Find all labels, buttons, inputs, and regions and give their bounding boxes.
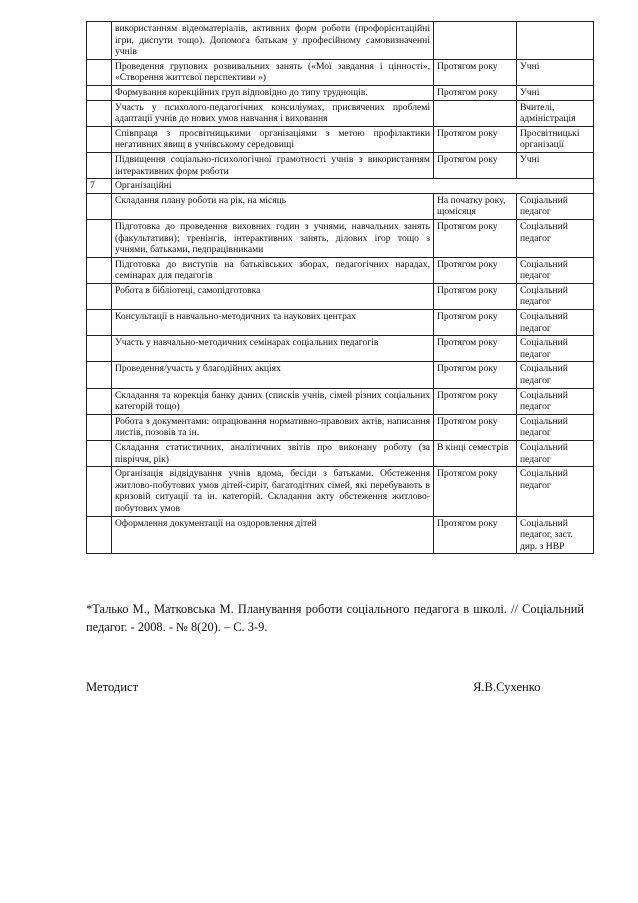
table-row	[87, 100, 594, 126]
table-row	[87, 126, 594, 152]
section-title: Організаційні	[112, 179, 594, 194]
period-cell: Протягом року	[434, 59, 517, 85]
table-row	[87, 467, 594, 516]
responsible-cell: Соціальний педагог, заст. дир. з НВР	[517, 516, 594, 554]
table-row	[87, 336, 594, 362]
period-cell	[434, 22, 517, 60]
responsible-cell: Вчителі, адміністрація	[517, 100, 594, 126]
row-number	[87, 22, 112, 60]
period-cell: Протягом року	[434, 283, 517, 309]
period-cell	[434, 100, 517, 126]
period-cell: На початку року, щомісяця	[434, 193, 517, 219]
period-cell: Протягом року	[434, 516, 517, 554]
row-number	[87, 441, 112, 467]
signature-name: Я.В.Сухенко	[473, 680, 541, 694]
table-row	[87, 516, 594, 554]
activity-text: Співпраця з просвітницькими організаціями з метою профілактики негативних явищ в учнівському середовищі	[112, 126, 434, 152]
row-number: 7	[87, 179, 112, 194]
activity-text: Підвищення соціально-психологічної грамотності учнів з використанням інтерактивних форм роботи	[112, 152, 434, 178]
row-number	[87, 126, 112, 152]
activity-text: Консультації в навчально-методичних та наукових центрах	[112, 310, 434, 336]
row-number	[87, 193, 112, 219]
table-row	[87, 257, 594, 283]
table-row	[87, 59, 594, 85]
table-row	[87, 388, 594, 414]
row-number	[87, 467, 112, 516]
table-row	[87, 310, 594, 336]
activity-text: Складання статистичних, аналітичних звітів про виконану роботу (за півріччя, рік)	[112, 441, 434, 467]
signature-role: Методист	[86, 680, 139, 694]
row-number	[87, 152, 112, 178]
responsible-cell: Учні	[517, 59, 594, 85]
activity-text: Складання та корекція банку даних (списків учнів, сімей різних соціальних категорій тощо)	[112, 388, 434, 414]
activity-text: Оформлення документації на оздоровлення дітей	[112, 516, 434, 554]
table-row	[87, 219, 594, 257]
responsible-cell: Соціальний педагог	[517, 283, 594, 309]
table-row	[87, 414, 594, 440]
responsible-cell: Соціальний педагог	[517, 193, 594, 219]
row-number	[87, 336, 112, 362]
responsible-cell: Соціальний педагог	[517, 219, 594, 257]
row-number	[87, 100, 112, 126]
row-number	[87, 388, 112, 414]
section-row	[87, 179, 594, 194]
period-cell: В кінці семестрів	[434, 441, 517, 467]
period-cell: Протягом року	[434, 467, 517, 516]
row-number	[87, 257, 112, 283]
table-row	[87, 193, 594, 219]
footnote-reference: *Талько М., Матковська М. Планування роботи соціального педагога в школі. // Соціальний педагог. - 2008. - № 8(20). – С. 3-9.	[86, 602, 584, 634]
row-number	[87, 219, 112, 257]
responsible-cell: Соціальний педагог	[517, 257, 594, 283]
responsible-cell: Просвітницькі організації	[517, 126, 594, 152]
table-row	[87, 283, 594, 309]
activity-text: Організація відвідування учнів вдома, бесіди з батьками. Обстеження житлово-побутових умов дітей-сиріт, багатодітних сімей, які перебувають в кризовій ситуації та ін. категорій. Складання акту обстеження житлово-побутових умов	[112, 467, 434, 516]
period-cell: Протягом року	[434, 310, 517, 336]
row-number	[87, 516, 112, 554]
responsible-cell: Соціальний педагог	[517, 336, 594, 362]
activity-text: Робота з документами: опрацювання нормативно-правових актів, написання листів, позовів та ін.	[112, 414, 434, 440]
row-number	[87, 85, 112, 100]
period-cell: Протягом року	[434, 152, 517, 178]
period-cell: Протягом року	[434, 219, 517, 257]
row-number	[87, 362, 112, 388]
responsible-cell: Учні	[517, 85, 594, 100]
activity-text: Робота в бібліотеці, самопідготовка	[112, 283, 434, 309]
responsible-cell: Соціальний педагог	[517, 388, 594, 414]
table-row	[87, 441, 594, 467]
activity-text: Участь у психолого-педагогічних консиліумах, присвячених проблемі адаптації учнів до нових умов навчання і виховання	[112, 100, 434, 126]
row-number	[87, 59, 112, 85]
responsible-cell: Соціальний педагог	[517, 414, 594, 440]
period-cell: Протягом року	[434, 126, 517, 152]
activity-text: Участь у навчально-методичних семінарах соціальних педагогів	[112, 336, 434, 362]
period-cell: Протягом року	[434, 336, 517, 362]
table-row	[87, 85, 594, 100]
activity-text: Проведення групових розвивальних занять («Мої завдання і цінності», «Створення життєвої перспективи »)	[112, 59, 434, 85]
period-cell: Протягом року	[434, 362, 517, 388]
responsible-cell: Соціальний педагог	[517, 467, 594, 516]
table-row	[87, 152, 594, 178]
table-row	[87, 362, 594, 388]
responsible-cell: Соціальний педагог	[517, 362, 594, 388]
activity-text: використанням відеоматеріалів, активних форм роботи (профорієнтаційні ігри, диспути тощо). Допомога батькам у професійному самовизначенні учнів	[112, 22, 434, 60]
period-cell: Протягом року	[434, 257, 517, 283]
activity-text: Підготовка до виступів на батьківських зборах, педагогічних нарадах, семінарах для педагогів	[112, 257, 434, 283]
period-cell: Протягом року	[434, 414, 517, 440]
row-number	[87, 310, 112, 336]
responsible-cell: Соціальний педагог	[517, 310, 594, 336]
period-cell: Протягом року	[434, 85, 517, 100]
activity-text: Формування корекційних груп відповідно до типу труднощів.	[112, 85, 434, 100]
period-cell: Протягом року	[434, 388, 517, 414]
plan-table-body	[87, 22, 594, 554]
responsible-cell	[517, 22, 594, 60]
activity-text: Складання плану роботи на рік, на місяць	[112, 193, 434, 219]
plan-table	[86, 21, 594, 554]
row-number	[87, 283, 112, 309]
table-row	[87, 22, 594, 60]
row-number	[87, 414, 112, 440]
responsible-cell: Учні	[517, 152, 594, 178]
activity-text: Проведення/участь у благодійних акціях	[112, 362, 434, 388]
activity-text: Підготовка до проведення виховних годин з учнями, навчальних занять (факультативи); тренінгів, інтерактивних занять, ділових ігор тощо з учнями, батьками, педпрацівниками	[112, 219, 434, 257]
responsible-cell: Соціальний педагог	[517, 441, 594, 467]
